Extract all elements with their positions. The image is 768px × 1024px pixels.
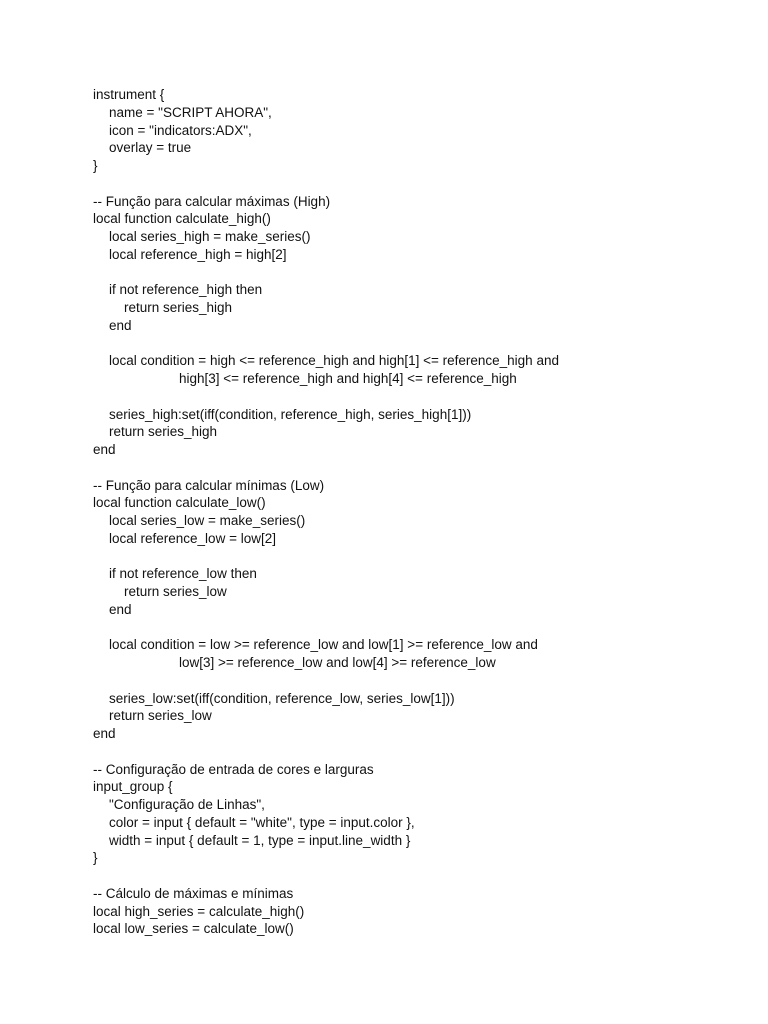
code-line: local function calculate_high()	[93, 211, 271, 227]
blank-line	[93, 548, 733, 566]
blank-line	[93, 672, 733, 690]
code-line: "Configuração de Linhas",	[109, 797, 265, 812]
code-line: local condition = high <= reference_high and high[1] <= reference_high and	[109, 353, 559, 369]
code-line: width = input { default = 1, type = input.line_width }	[109, 832, 411, 848]
code-line: return series_low	[124, 584, 227, 599]
code-line: local low_series = calculate_low()	[93, 921, 294, 937]
code-comment: -- Função para calcular máximas (High)	[93, 193, 331, 209]
blank-line	[93, 867, 733, 885]
blank-line	[93, 459, 733, 477]
code-line: end	[109, 601, 132, 617]
code-line: local series_low = make_series()	[109, 513, 306, 528]
code-line: return series_high	[109, 424, 218, 440]
code-listing	[93, 86, 733, 938]
code-line: local high_series = calculate_high()	[93, 903, 305, 919]
code-line: high[3] <= reference_high and high[4] <= reference_high	[179, 371, 517, 386]
blank-line	[93, 619, 733, 637]
code-line: if not reference_high then	[109, 282, 263, 298]
code-comment: -- Cálculo de máximas e mínimas	[93, 885, 294, 901]
code-line: series_high:set(iff(condition, reference_high, series_high[1]))	[109, 406, 472, 422]
code-line: return series_low	[109, 708, 212, 724]
blank-line	[93, 175, 733, 193]
code-line: local reference_low = low[2]	[109, 530, 276, 546]
code-line: end	[109, 317, 132, 333]
code-line: return series_high	[124, 300, 233, 315]
blank-line	[93, 743, 733, 761]
code-line: low[3] >= reference_low and low[4] >= reference_low	[179, 655, 496, 670]
code-comment: -- Função para calcular mínimas (Low)	[93, 477, 325, 493]
code-comment: -- Configuração de entrada de cores e larguras	[93, 761, 374, 777]
code-line: overlay = true	[109, 140, 192, 156]
code-line: color = input { default = "white", type = input.color },	[109, 814, 415, 830]
code-line: if not reference_low then	[109, 566, 257, 582]
code-line: end	[93, 442, 116, 457]
code-line: local reference_high = high[2]	[109, 246, 287, 262]
code-line: local condition = low >= reference_low and low[1] >= reference_low and	[109, 637, 538, 653]
code-line: }	[93, 158, 98, 173]
blank-line	[93, 335, 733, 353]
code-line: local series_high = make_series()	[109, 229, 311, 244]
code-line: series_low:set(iff(condition, reference_low, series_low[1]))	[109, 690, 455, 706]
code-line: name = "SCRIPT AHORA",	[109, 104, 272, 120]
code-line: local function calculate_low()	[93, 495, 266, 511]
code-line: }	[93, 850, 98, 866]
code-line: input_group {	[93, 779, 173, 795]
code-line: instrument {	[93, 87, 165, 102]
blank-line	[93, 264, 733, 282]
blank-line	[93, 388, 733, 406]
code-line: icon = "indicators:ADX",	[109, 122, 252, 138]
code-line: end	[93, 726, 116, 741]
